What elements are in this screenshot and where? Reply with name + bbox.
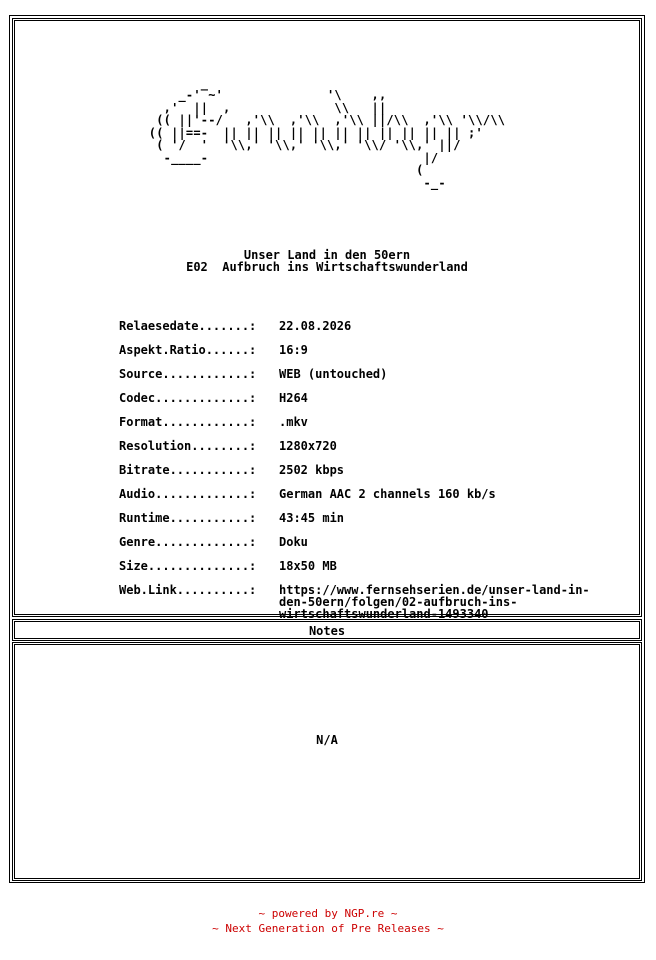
field-value: 43:45 min	[279, 511, 345, 525]
field-row	[119, 344, 629, 368]
footer-powered-by: ~ powered by NGP.re ~	[258, 907, 398, 920]
field-row	[119, 583, 629, 621]
notes-body-box	[12, 642, 642, 881]
field-label: Relaesedate.......:	[119, 319, 257, 333]
field-label: Resolution........:	[119, 439, 257, 453]
field-row	[119, 320, 629, 344]
field-value: 1280x720	[279, 439, 337, 453]
episode-title: E02 Aufbruch ins Wirtschaftswunderland	[186, 260, 468, 274]
field-label: Aspekt.Ratio......:	[119, 343, 257, 357]
field-row	[119, 512, 629, 536]
field-value: German AAC 2 channels 160 kb/s	[279, 487, 496, 501]
footer-tagline: ~ Next Generation of Pre Releases ~	[212, 922, 444, 935]
field-value: WEB (untouched)	[279, 367, 388, 381]
field-row	[119, 440, 629, 464]
field-value: .mkv	[279, 415, 308, 429]
field-label: Web.Link..........:	[119, 583, 257, 597]
field-row	[119, 392, 629, 416]
field-row	[119, 368, 629, 392]
field-value: H264	[279, 391, 308, 405]
field-label: Audio.............:	[119, 487, 257, 501]
field-label: Source............:	[119, 367, 257, 381]
notes-text: N/A	[316, 733, 338, 747]
field-label: Genre.............:	[119, 535, 257, 549]
field-label: Runtime...........:	[119, 511, 257, 525]
field-value: 18x50 MB	[279, 559, 337, 573]
field-label: Format............:	[119, 415, 257, 429]
field-row	[119, 536, 629, 560]
release-fields	[119, 319, 629, 621]
release-info-box	[12, 18, 642, 621]
field-row	[119, 464, 629, 488]
field-label: Bitrate...........:	[119, 463, 257, 477]
release-title: Unser Land in den 50ern	[243, 248, 411, 262]
notes-header-box	[12, 619, 642, 641]
field-row	[119, 488, 629, 512]
field-label: Codec.............:	[119, 391, 257, 405]
field-value: 16:9	[279, 343, 308, 357]
field-value: 2502 kbps	[279, 463, 345, 477]
notes-title: Notes	[308, 624, 346, 638]
field-value: Doku	[279, 535, 308, 549]
field-label: Size..............:	[119, 559, 257, 573]
field-value: 22.08.2026	[279, 319, 352, 333]
field-row	[119, 560, 629, 584]
ascii-logo-art: _-'‾~' '\ ,, ,' || , \\ || (( ||'--/ ,'\\ ,'\\ ,'\\ ||/\\ ,'\\ '\\/\\ (( ||==- || || || || || || || || || || || ;' ( '/ ' '\\,' '\\,' '\\,' '\\/ '\\,' ||/ -____- |/ ( -_-	[148, 88, 506, 190]
ascii-logo	[15, 89, 639, 189]
web-link[interactable]: https://www.fernsehserien.de/unser-land-in- den-50ern/folgen/02-aufbruch-ins- wirtschaftswunderland-1493340	[279, 583, 590, 621]
field-row	[119, 416, 629, 440]
